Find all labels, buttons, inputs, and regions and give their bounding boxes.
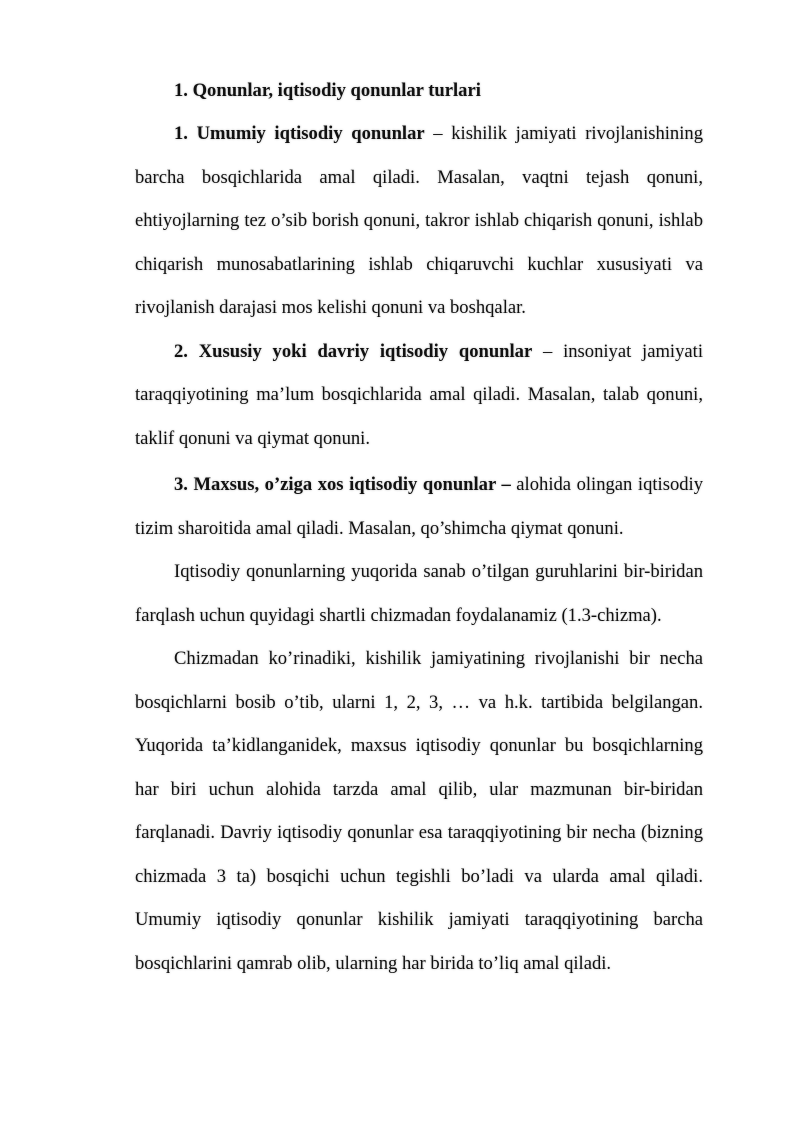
law-description: – insoniyat jamiyati taraqqiyotining ma’lum bosqichlarida amal qiladi. Masalan, talab qonuni, taklif qonuni va qiymat qonuni. (135, 340, 703, 449)
section-title: 1. Qonunlar, iqtisodiy qonunlar turlari (174, 80, 481, 101)
law-item-special (135, 330, 703, 461)
body-paragraph: Chizmadan ko’rinadiki, kishilik jamiyatining rivojlanishi bir necha bosqichlarni bosib o’tib, ularni 1, 2, 3, … va h.k. tartibida belgilangan. Yuqorida ta’kidlanganidek, maxsus iqtisodiy qonunlar bu bosqichlarning har biri uchun alohida tarzda amal qilib, ular mazmunan bir-biridan farqlanadi. Davriy iqtisodiy qonunlar esa taraqqiyotining bir necha (bizning chizmada 3 ta) bosqichi uchun tegishli bo’ladi va ularda amal qiladi. Umumiy iqtisodiy qonunlar kishilik jamiyati taraqqiyotining barcha bosqichlarini qamrab olib, ularning har birida to’liq amal qiladi. (135, 648, 703, 974)
law-term: 1. Umumiy iqtisodiy qonunlar (174, 123, 425, 144)
law-description: alohida olingan iqtisodiy tizim sharoitida amal qiladi. Masalan, qo’shimcha qiymat qonuni. (135, 474, 703, 539)
body-paragraph: Iqtisodiy qonunlarning yuqorida sanab o’tilgan guruhlarini bir-biridan farqlash uchun quyidagi shartli chizmadan foydalanamiz (1.3-chizma). (135, 561, 703, 626)
document-body (135, 69, 703, 985)
law-description: – kishilik jamiyati rivojlanishining barcha bosqichlarida amal qiladi. Masalan, vaqtni tejash qonuni, ehtiyojlarning tez o’sib borish qonuni, takror ishlab chiqarish qonuni, ishlab chiqarish munosabatlarining ishlab chiqaruvchi kuchlar xususiyati va rivojlanish darajasi mos kelishi qonuni va boshqalar. (135, 123, 703, 318)
law-item-general (135, 112, 703, 330)
law-term: 3. Maxsus, o’ziga xos iqtisodiy qonunlar – (174, 474, 511, 495)
law-term: 2. Xususiy yoki davriy iqtisodiy qonunlar (174, 340, 533, 362)
law-item-specific (135, 463, 703, 550)
